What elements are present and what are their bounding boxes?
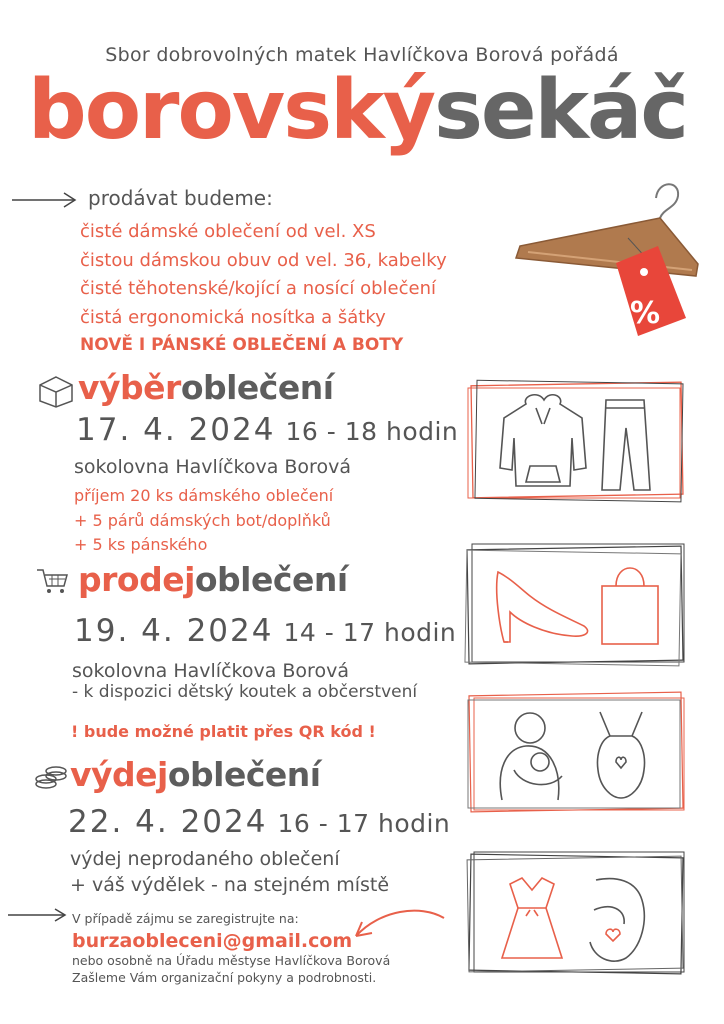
- place-prodej: sokolovna Havlíčkova Borová: [72, 660, 349, 682]
- coins-icon: [34, 766, 68, 792]
- box-icon: [38, 375, 74, 409]
- section-title-vydej: výdejoblečení: [70, 755, 321, 794]
- baby-carrier-icon: [598, 712, 645, 798]
- section-title-prodej: prodejoblečení: [78, 560, 348, 599]
- hanger-tag-icon: [508, 168, 708, 358]
- note-item: + 5 ks pánského: [74, 535, 208, 554]
- sale-item: čisté těhotenské/kojící a nosící oblečení: [80, 278, 437, 299]
- trousers-icon: [602, 400, 650, 490]
- intro-heading: prodávat budeme:: [88, 186, 273, 210]
- shopping-cart-icon: [36, 566, 70, 596]
- organizer-line: Sbor dobrovolných matek Havlíčkova Borová pořádá: [105, 44, 619, 66]
- registration-note: Zašleme Vám organizační pokyny a podrobnosti.: [72, 970, 377, 985]
- hoodie-icon: [500, 395, 586, 486]
- sale-item-new: NOVĚ I PÁNSKÉ OBLEČENÍ A BOTY: [80, 335, 404, 355]
- sale-item: čistá ergonomická nosítka a šátky: [80, 307, 386, 328]
- date-vydej: 22. 4. 2024 16 - 17 hodin: [68, 804, 451, 840]
- note-item: příjem 20 ks dámského oblečení: [74, 486, 334, 505]
- babywearing-illustration: [466, 690, 688, 818]
- arrow-right-icon: [8, 905, 70, 925]
- curved-arrow-icon: [350, 906, 450, 948]
- mother-baby-icon: [500, 713, 562, 800]
- section-title-vyber: výběroblečení: [78, 368, 334, 407]
- vydej-line1: výdej neprodaného oblečení: [70, 848, 340, 870]
- sale-item: čistou dámskou obuv od vel. 36, kabelky: [80, 250, 447, 271]
- clothing-illustration: [466, 378, 688, 506]
- arrow-right-icon: [12, 190, 82, 210]
- registration-email[interactable]: burzaobleceni@gmail.com: [72, 930, 353, 952]
- pregnant-woman-icon: [590, 879, 644, 962]
- date-prodej: 19. 4. 2024 14 - 17 hodin: [74, 613, 457, 649]
- title-part-borovsky: borovský: [28, 63, 435, 158]
- shopping-bag-icon: [602, 568, 658, 644]
- percent-symbol: %: [630, 296, 661, 331]
- event-title: [28, 63, 687, 158]
- place-vyber: sokolovna Havlíčkova Borová: [74, 456, 351, 478]
- high-heel-icon: [497, 572, 588, 642]
- shoe-bag-illustration: [464, 542, 688, 670]
- title-part-sekac: sekáč: [434, 63, 687, 158]
- registration-intro: V případě zájmu se zaregistrujte na:: [72, 911, 299, 926]
- dress-maternity-illustration: [466, 850, 688, 980]
- vydej-line2: + váš výdělek - na stejném místě: [70, 874, 390, 896]
- prodej-extra: - k dispozici dětský koutek a občerstvení: [72, 682, 418, 702]
- registration-alt: nebo osobně na Úřadu městyse Havlíčkova Borová: [72, 953, 391, 968]
- dress-icon: [502, 878, 562, 958]
- sale-item: čisté dámské oblečení od vel. XS: [80, 221, 376, 242]
- qr-payment-notice: ! bude možné platit přes QR kód !: [71, 722, 376, 741]
- note-item: + 5 párů dámských bot/doplňků: [74, 511, 331, 530]
- date-vyber: 17. 4. 2024 16 - 18 hodin: [76, 412, 459, 448]
